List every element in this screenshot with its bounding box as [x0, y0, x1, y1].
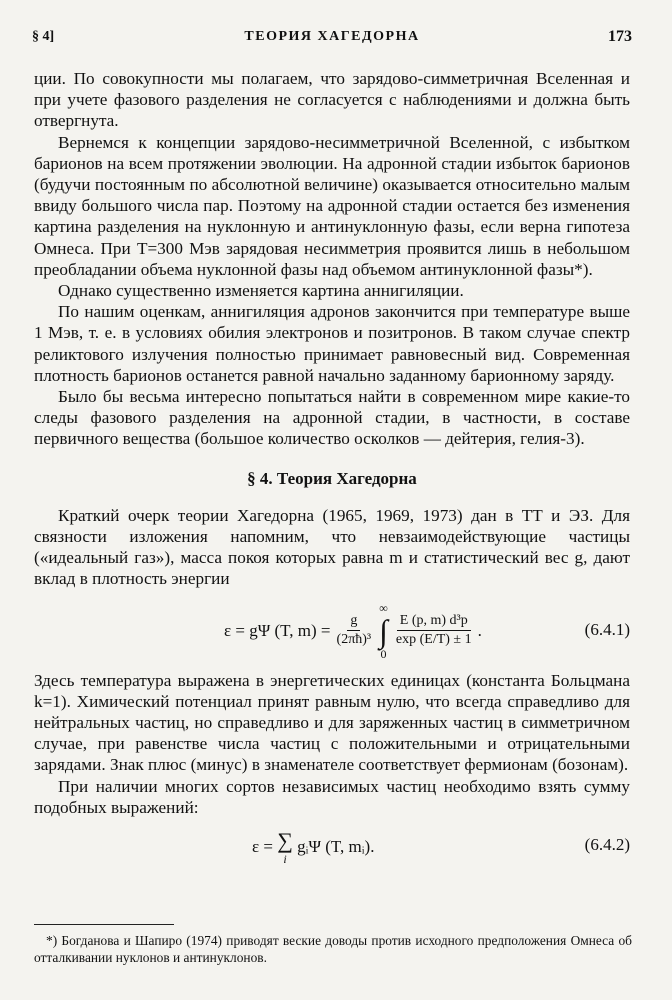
header-title: ТЕОРИЯ ХАГЕДОРНА — [244, 29, 420, 44]
integrand-denominator: exp (E/T) ± 1 — [395, 632, 472, 648]
equation-6-4-2 — [34, 824, 630, 866]
equation-lhs: ε = gΨ (T, m) = — [224, 621, 331, 641]
paragraph-continued: ции. По совокупности мы полагаем, что зарядово-симметричная Вселенная и при учете фазового разделения не согласуется с наблюдениями и должна быть отвергнута. — [34, 69, 630, 131]
page-body — [34, 68, 630, 866]
equation-number: (6.4.1) — [584, 619, 630, 639]
footnote-rule — [34, 924, 174, 925]
coefficient-numerator: g — [347, 612, 360, 631]
equation-number: (6.4.2) — [584, 835, 630, 855]
paragraph: При наличии многих сортов независимых частиц необходимо взять сумму подобных выражений: — [34, 776, 630, 817]
footnote — [34, 932, 632, 966]
page-number: 173 — [608, 28, 632, 45]
integrand-numerator: E (p, m) d³p — [397, 612, 471, 631]
equation-formula — [224, 598, 482, 664]
integral-lower-limit: 0 — [380, 646, 387, 661]
integrand-fraction — [393, 612, 475, 649]
header-section-ref: § 4] — [32, 29, 55, 44]
equation-rhs: gᵢΨ (T, mᵢ). — [297, 837, 375, 856]
paragraph: Здесь температура выражена в энергетических единицах (константа Больцмана k=1). Химический потенциал принят равным нулю, что всегда справедливо для нейтральных частиц, но справедливо и для заряженных частиц в симметричном случае, при равенстве числа частиц с положительными и отрицательными зарядами. Знак плюс (минус) в знаменателе соответствует фермионам (бозонам). — [34, 670, 630, 775]
equation-tail: . — [477, 621, 482, 641]
integral-sign: ∞ ∫ 0 — [379, 600, 388, 661]
sum-sign: ∑ i — [277, 828, 293, 867]
paragraph: По нашим оценкам, аннигиляция адронов закончится при температуре выше 1 Мэв, т. е. в условиях обилия электронов и позитронов. В таком случае спектр реликтового излучения полностью принимает равновесный вид. Современная плотность барионов останется равной начально заданному барионному заряду. — [34, 302, 630, 385]
coefficient-fraction — [334, 612, 375, 649]
running-header — [32, 26, 632, 50]
paragraph: Вернемся к концепции зарядово-несимметричной Вселенной, с избытком барионов на всем протяжении эволюции. На адронной стадии избыток барионов (будучи постоянным по абсолютной величине) оказывается относительно малым ввиду большого числа пар. Поэтому на адронной стадии остается без изменения картина разделения на нуклонную и антинуклонную фазы, если верна гипотеза Омнеса. При T=300 Мэв зарядовая несимметрия проявится лишь в небольшом преобладании объема нуклонной фазы над объемом антинуклонной фазы*). — [34, 132, 630, 279]
paragraph: Однако существенно изменяется картина аннигиляции. — [58, 281, 464, 301]
footnote-text: *) Богданова и Шапиро (1974) приводят веские доводы против исходного предположения Омнеса об отталкивании нуклонов и антинуклонов. — [34, 933, 632, 965]
equation-6-4-1 — [34, 598, 630, 664]
integral-upper-limit: ∞ — [379, 600, 388, 615]
sum-index: i — [283, 852, 287, 867]
paragraph-intro: Краткий очерк теории Хагедорна (1965, 1969, 1973) дан в ТТ и ЭЗ. Для связности изложения напомним, что невзаимодействующие частицы («идеальный газ»), масса покоя которых равна m и статистический вес g, дают вклад в плотность энергии — [34, 505, 630, 589]
equation-formula — [252, 830, 374, 866]
section-title: § 4. Теория Хагедорна — [247, 468, 417, 488]
coefficient-denominator: (2πħ)³ — [336, 632, 372, 648]
paragraph: Было бы весьма интересно попытаться найти в современном мире какие-то следы фазового разделения на адронной стадии, в частности, в составе первичного вещества (большое количество осколков — дейтерия, гелия-3). — [34, 387, 630, 449]
equation-lhs: ε = — [252, 837, 273, 856]
